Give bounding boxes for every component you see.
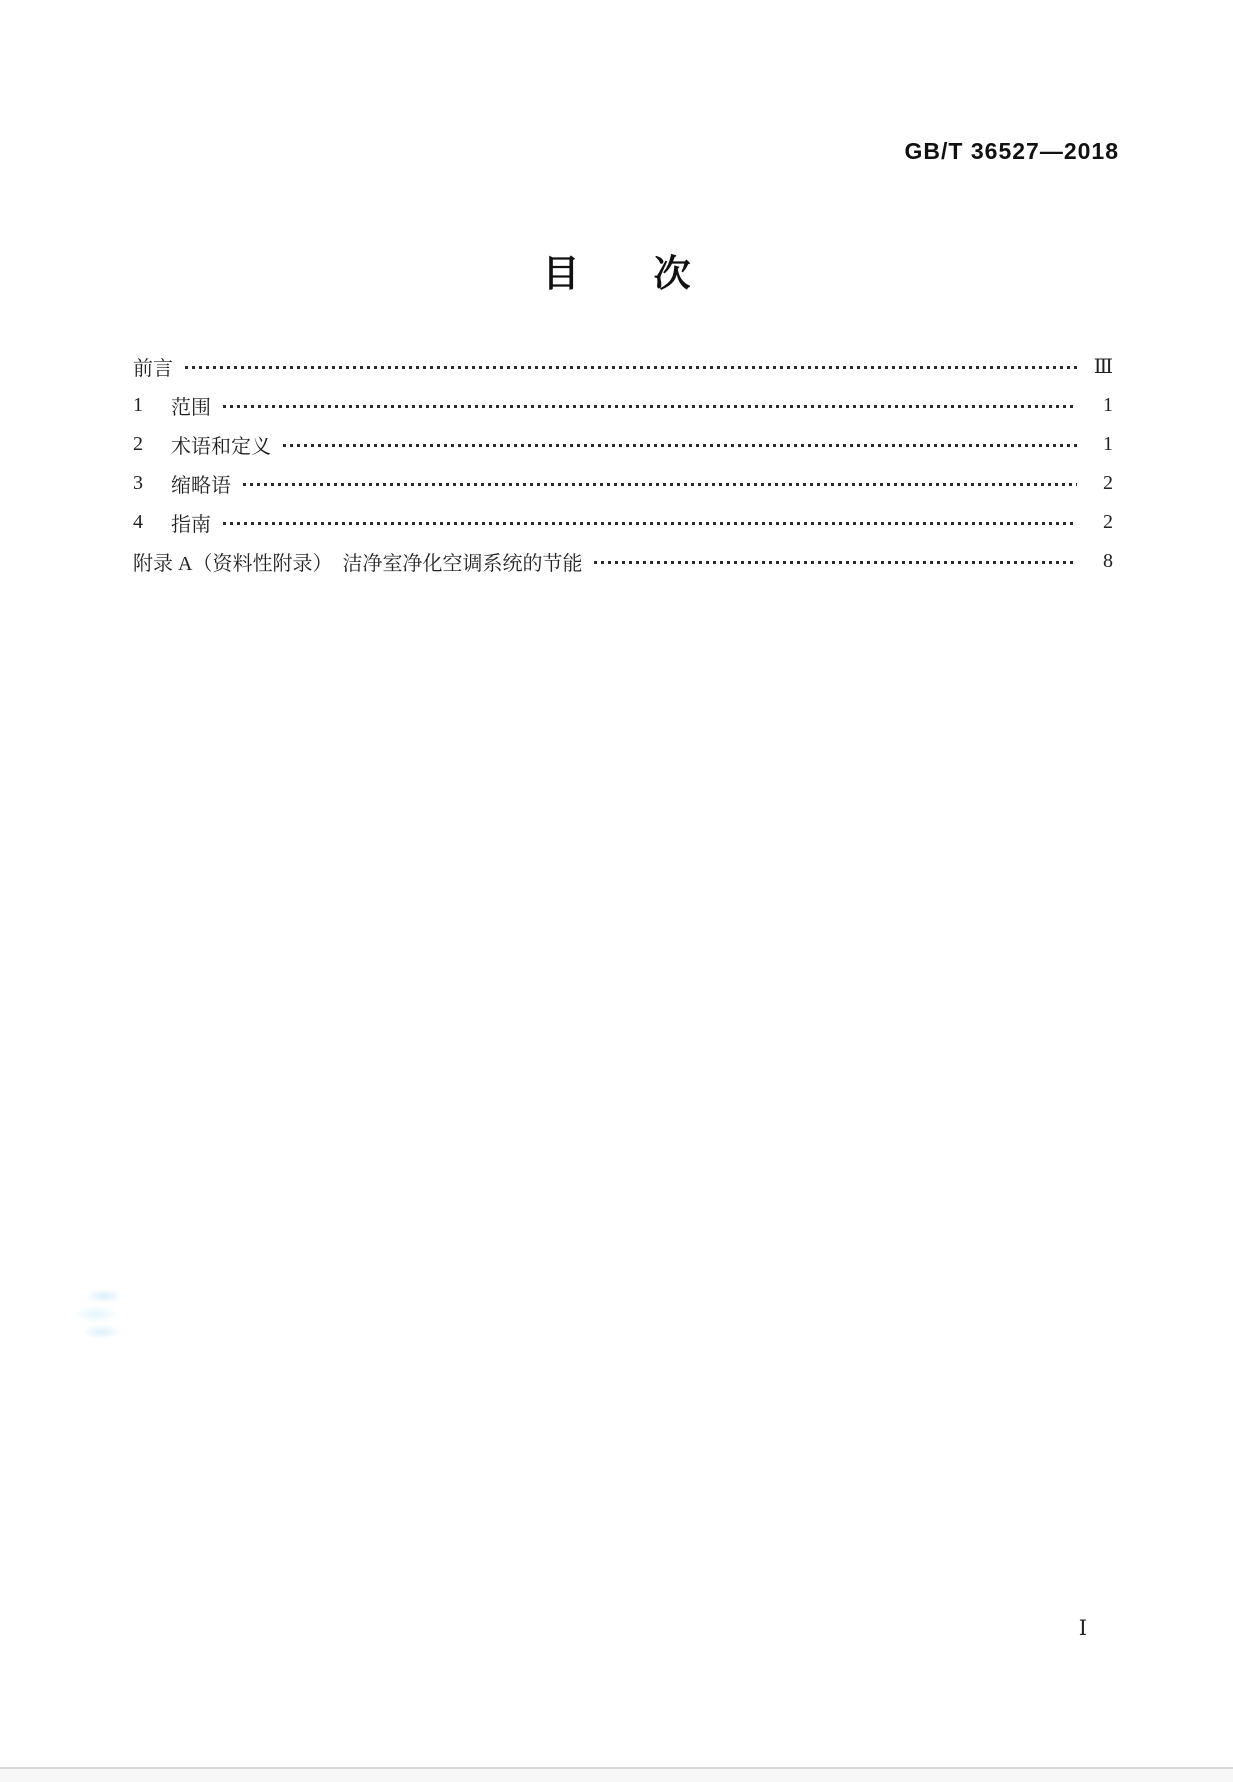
toc-entry-label: 缩略语 (171, 475, 231, 497)
toc-entry-page: 8 (1103, 550, 1113, 572)
dot-leader (243, 483, 1077, 486)
toc-list (133, 347, 1113, 581)
toc-entry (133, 386, 1113, 425)
toc-entry-number: 4 (133, 511, 143, 533)
toc-entry-number: 1 (133, 394, 143, 416)
page-bottom-edge (0, 1767, 1233, 1782)
toc-entry-page: Ⅲ (1093, 356, 1113, 378)
toc-entry-label: 附录 A（资料性附录） 洁净室净化空调系统的节能 (133, 553, 583, 575)
dot-leader (594, 561, 1077, 564)
toc-entry-number: 3 (133, 472, 143, 494)
toc-entry-page: 2 (1103, 511, 1113, 533)
page-title: 目 次 (542, 253, 709, 294)
toc-entry-page: 1 (1103, 433, 1113, 455)
scan-smudge-watermark (68, 1282, 130, 1344)
dot-leader (223, 405, 1077, 408)
standard-number: GB/T 36527—2018 (904, 138, 1119, 164)
toc-entry-label: 范围 (171, 397, 211, 419)
footer-page-number: Ⅰ (1078, 1616, 1087, 1640)
toc-entry-label: 术语和定义 (171, 436, 271, 458)
toc-entry (133, 503, 1113, 542)
toc-entry (133, 425, 1113, 464)
toc-entry-label: 指南 (171, 514, 211, 536)
toc-entry (133, 464, 1113, 503)
toc-entry (133, 542, 1113, 581)
dot-leader (223, 522, 1077, 525)
toc-entry-number: 2 (133, 433, 143, 455)
toc-entry-page: 1 (1103, 394, 1113, 416)
toc-entry-page: 2 (1103, 472, 1113, 494)
toc-entry (133, 347, 1113, 386)
dot-leader (283, 444, 1077, 447)
dot-leader (185, 366, 1077, 369)
toc-entry-label: 前言 (133, 358, 173, 380)
